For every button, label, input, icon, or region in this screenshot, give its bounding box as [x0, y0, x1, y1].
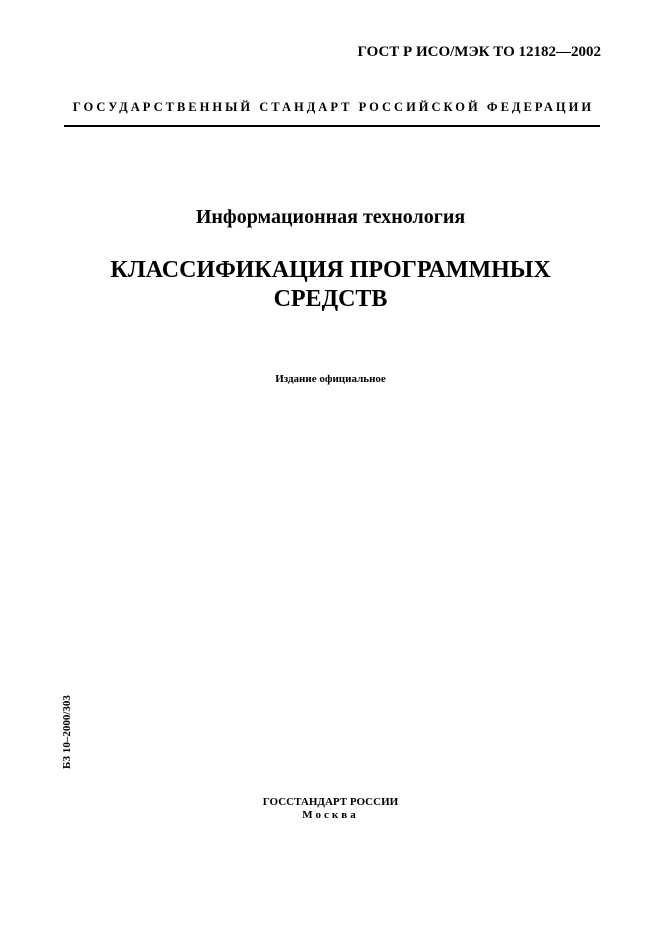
publisher-city: Москва — [302, 809, 359, 821]
subject-heading: Информационная технология — [195, 206, 466, 228]
title-line-1: КЛАССИФИКАЦИЯ ПРОГРАММНЫХ — [110, 257, 551, 283]
side-code — [61, 689, 75, 769]
document-title — [0, 256, 661, 314]
title-line-2: СРЕДСТВ — [273, 286, 388, 312]
standard-type-heading: ГОСУДАРСТВЕННЫЙ СТАНДАРТ РОССИЙСКОЙ ФЕДЕРАЦИИ — [72, 100, 595, 114]
document-code: ГОСТ Р ИСО/МЭК ТО 12182—2002 — [357, 44, 601, 60]
publisher-block — [0, 796, 661, 821]
publisher-name: ГОССТАНДАРТ РОССИИ — [262, 796, 399, 808]
side-code-text: БЗ 10–2000/303 — [61, 695, 73, 769]
edition-label: Издание официальное — [275, 373, 386, 385]
header-divider — [64, 125, 600, 127]
